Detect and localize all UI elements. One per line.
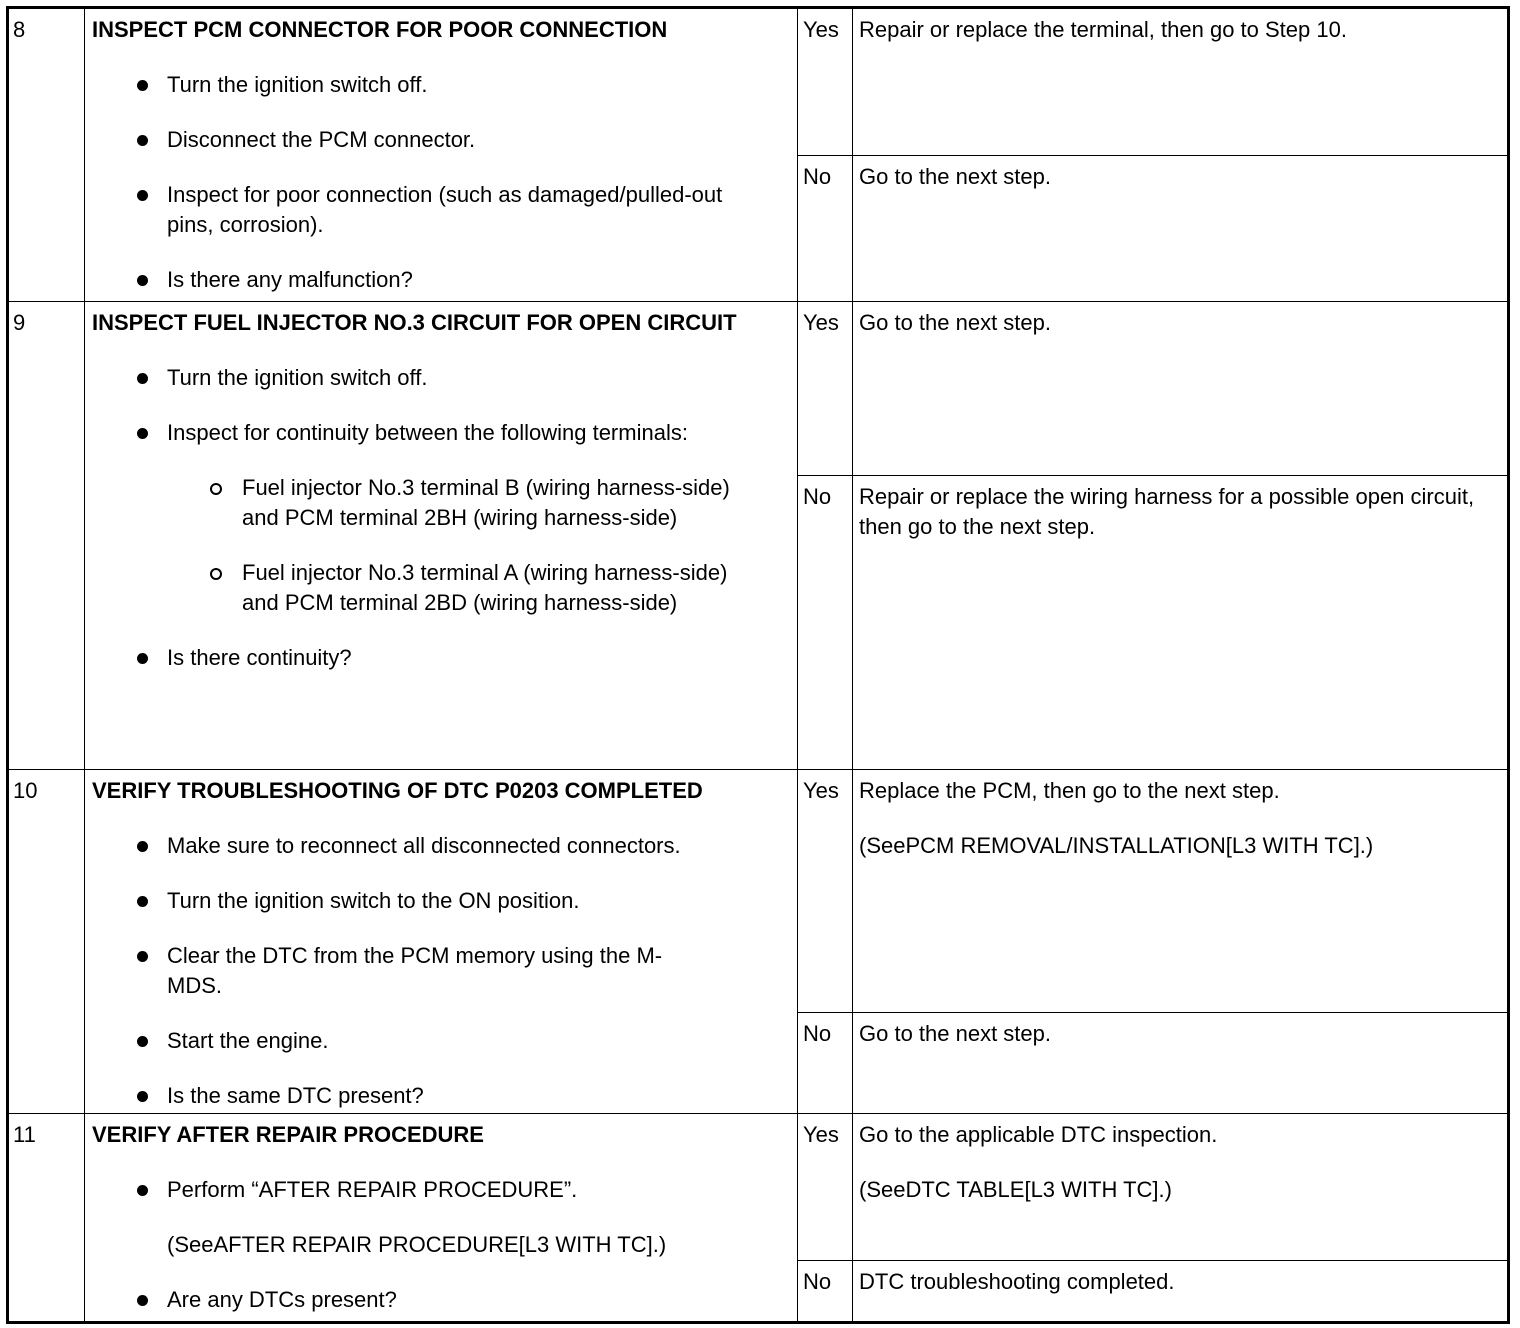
action-cell (85, 9, 798, 301)
result-text: Go to the applicable DTC inspection. (859, 1122, 1218, 1147)
table-row-step-8 (9, 9, 1507, 302)
step-number: 11 (9, 1114, 85, 1321)
no-label: No (798, 1261, 853, 1321)
no-result (798, 475, 1507, 769)
step-title: VERIFY AFTER REPAIR PROCEDURE (92, 1122, 484, 1147)
sub-bullet-item: Fuel injector No.3 terminal A (wiring harness-side) and PCM terminal 2BD (wiring harness-side) (92, 558, 742, 618)
bullet-item: Clear the DTC from the PCM memory using the M-MDS. (92, 941, 707, 1001)
step-number: 8 (9, 9, 85, 301)
no-result (798, 1012, 1507, 1113)
result-text: Go to the next step. (859, 164, 1052, 189)
yes-label: Yes (798, 302, 853, 475)
bullet-item: Inspect for continuity between the following terminals: (92, 418, 797, 448)
no-label: No (798, 156, 853, 301)
result-text: Go to the next step. (859, 310, 1052, 335)
step-number: 9 (9, 302, 85, 769)
step-title: INSPECT PCM CONNECTOR FOR POOR CONNECTION (92, 17, 668, 42)
bullet-item: Inspect for poor connection (such as damaged/pulled-out pins, corrosion). (92, 180, 727, 240)
step-number: 10 (9, 770, 85, 1113)
reference-link[interactable]: (SeeAFTER REPAIR PROCEDURE[L3 WITH TC].) (167, 1232, 667, 1257)
bullet-item: Is there any malfunction? (92, 265, 797, 295)
yes-label: Yes (798, 770, 853, 1012)
result-text: Replace the PCM, then go to the next step. (859, 778, 1280, 803)
action-cell (85, 1114, 798, 1321)
step-title: INSPECT FUEL INJECTOR NO.3 CIRCUIT FOR OPEN CIRCUIT (92, 310, 737, 335)
bullet-item: Start the engine. (92, 1026, 797, 1056)
result-text: Go to the next step. (859, 1021, 1052, 1046)
result-text: DTC troubleshooting completed. (859, 1269, 1175, 1294)
yes-result (798, 770, 1507, 1012)
bullet-item: Is there continuity? (92, 643, 797, 673)
no-result (798, 1260, 1507, 1321)
table-row-step-11 (9, 1114, 1507, 1321)
bullet-item: Disconnect the PCM connector. (92, 125, 797, 155)
no-label: No (798, 476, 853, 769)
result-text: Repair or replace the terminal, then go to Step 10. (859, 17, 1347, 42)
bullet-item: Perform “AFTER REPAIR PROCEDURE”. (92, 1175, 797, 1205)
reference-link[interactable]: (SeePCM REMOVAL/INSTALLATION[L3 WITH TC].) (859, 833, 1374, 858)
yes-result (798, 9, 1507, 155)
action-cell (85, 770, 798, 1113)
sub-bullet-item: Fuel injector No.3 terminal B (wiring harness-side) and PCM terminal 2BH (wiring harness-side) (92, 473, 742, 533)
bullet-item: Are any DTCs present? (92, 1285, 797, 1315)
yes-label: Yes (798, 9, 853, 155)
yes-result (798, 1114, 1507, 1260)
step-title: VERIFY TROUBLESHOOTING OF DTC P0203 COMPLETED (92, 778, 703, 803)
bullet-item: Is the same DTC present? (92, 1081, 797, 1111)
no-result (798, 155, 1507, 301)
result-text: Repair or replace the wiring harness for a possible open circuit, then go to the next step. (859, 484, 1475, 539)
yes-label: Yes (798, 1114, 853, 1260)
table-row-step-9 (9, 302, 1507, 770)
bullet-item: Turn the ignition switch off. (92, 70, 797, 100)
table-row-step-10 (9, 770, 1507, 1114)
no-label: No (798, 1013, 853, 1113)
yes-result (798, 302, 1507, 475)
troubleshooting-table (6, 6, 1510, 1324)
reference-link[interactable]: (SeeDTC TABLE[L3 WITH TC].) (859, 1177, 1172, 1202)
bullet-item: Make sure to reconnect all disconnected connectors. (92, 831, 797, 861)
action-cell (85, 302, 798, 769)
bullet-item: Turn the ignition switch to the ON position. (92, 886, 797, 916)
bullet-item: Turn the ignition switch off. (92, 363, 797, 393)
